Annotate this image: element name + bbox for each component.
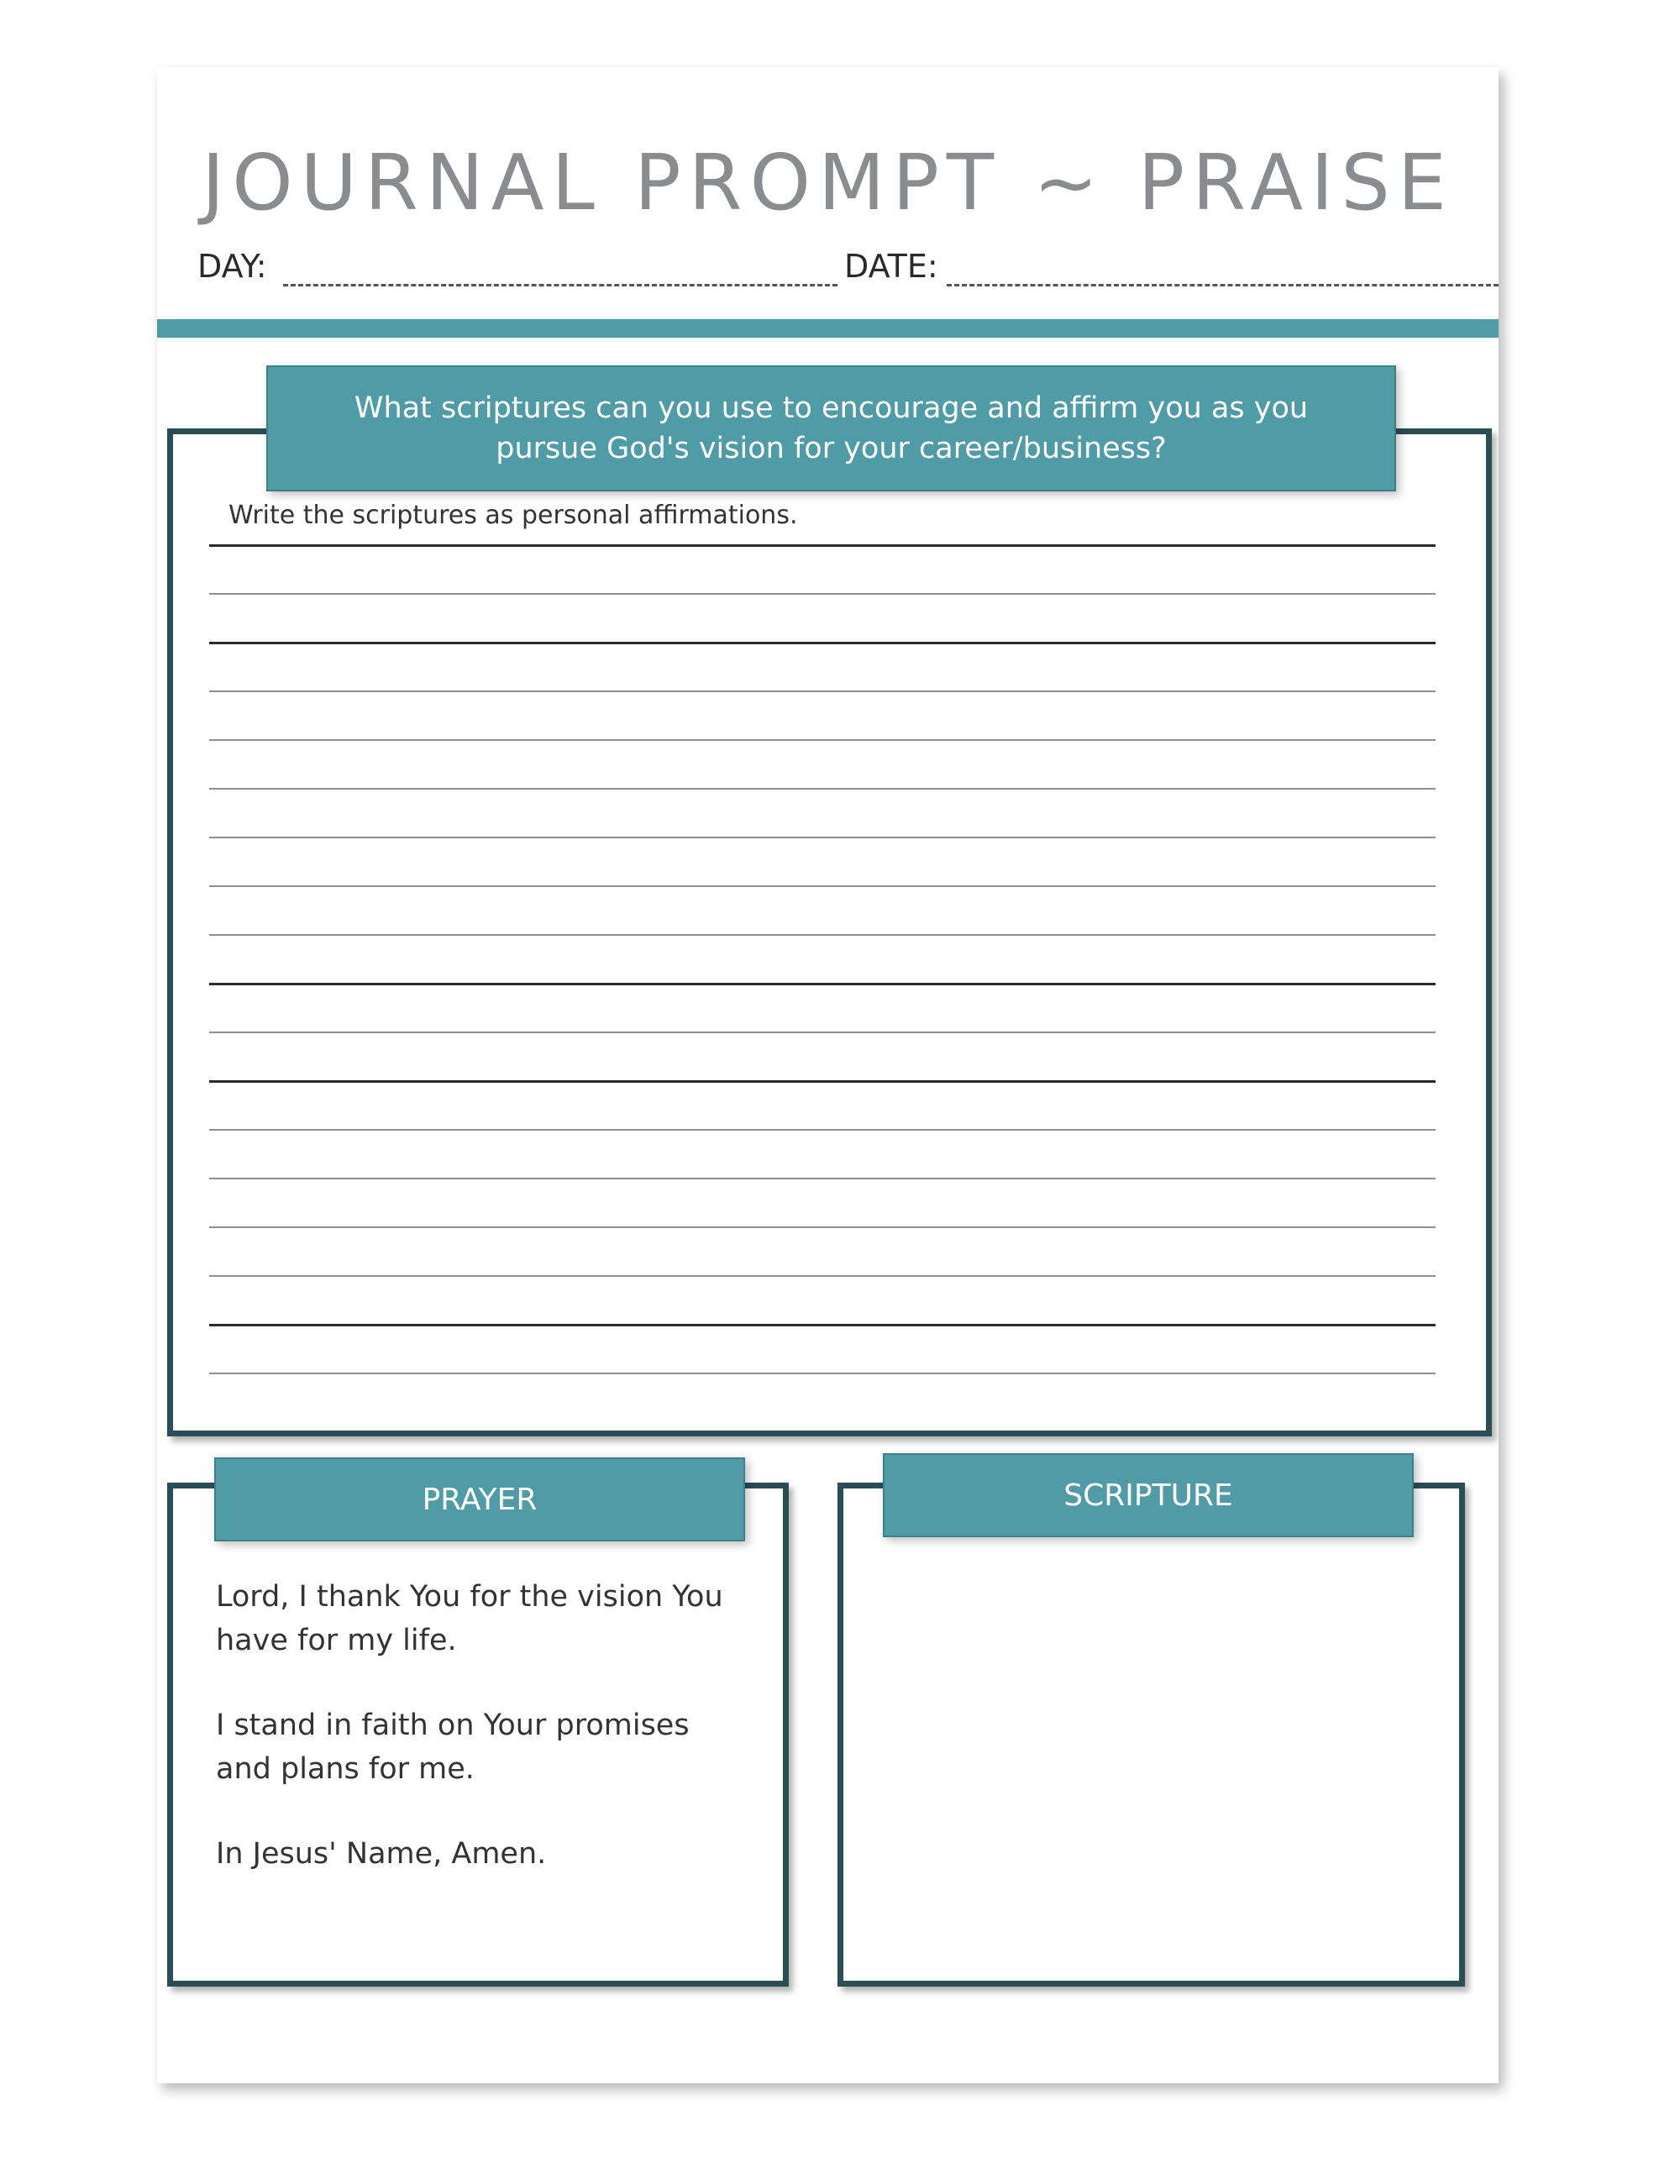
writing-line (209, 1080, 1436, 1083)
writing-line (209, 1373, 1436, 1374)
prompt-instruction: Write the scriptures as personal affirmations. (228, 501, 798, 530)
writing-line (209, 1275, 1436, 1277)
writing-line (209, 983, 1436, 985)
page-title: JOURNAL PROMPT ~ PRAISE (202, 138, 1454, 228)
writing-line (209, 593, 1436, 595)
writing-line (209, 788, 1436, 790)
scripture-heading: SCRIPTURE (883, 1453, 1414, 1537)
writing-line (209, 885, 1436, 887)
writing-line (209, 1129, 1436, 1131)
prayer-paragraph: I stand in faith on Your promises and plans for me. (216, 1709, 690, 1786)
date-blank-line (947, 284, 1499, 286)
writing-line (209, 837, 1436, 838)
writing-line (209, 1324, 1436, 1326)
day-label: DAY: (197, 248, 267, 285)
journal-page (157, 67, 1499, 2083)
date-label: DATE: (844, 248, 938, 285)
prayer-paragraph: Lord, I thank You for the vision You have for my life. (216, 1580, 723, 1657)
writing-line (209, 690, 1436, 692)
writing-line (209, 1178, 1436, 1179)
writing-line (209, 642, 1436, 644)
writing-line (209, 1032, 1436, 1033)
prompt-question-banner: What scriptures can you use to encourage and affirm you as you pursue God's vision for your career/business? (266, 365, 1396, 491)
writing-line (209, 934, 1436, 936)
writing-line (209, 739, 1436, 741)
writing-line (209, 544, 1436, 547)
prayer-heading: PRAYER (214, 1457, 745, 1541)
scripture-box (837, 1483, 1465, 1987)
prayer-text (216, 1575, 753, 1917)
day-blank-line (283, 284, 837, 286)
scripture-affirmation-box (167, 428, 1492, 1436)
header-divider-bar (157, 319, 1499, 338)
writing-line (209, 1226, 1436, 1228)
prayer-paragraph: In Jesus' Name, Amen. (216, 1837, 547, 1871)
